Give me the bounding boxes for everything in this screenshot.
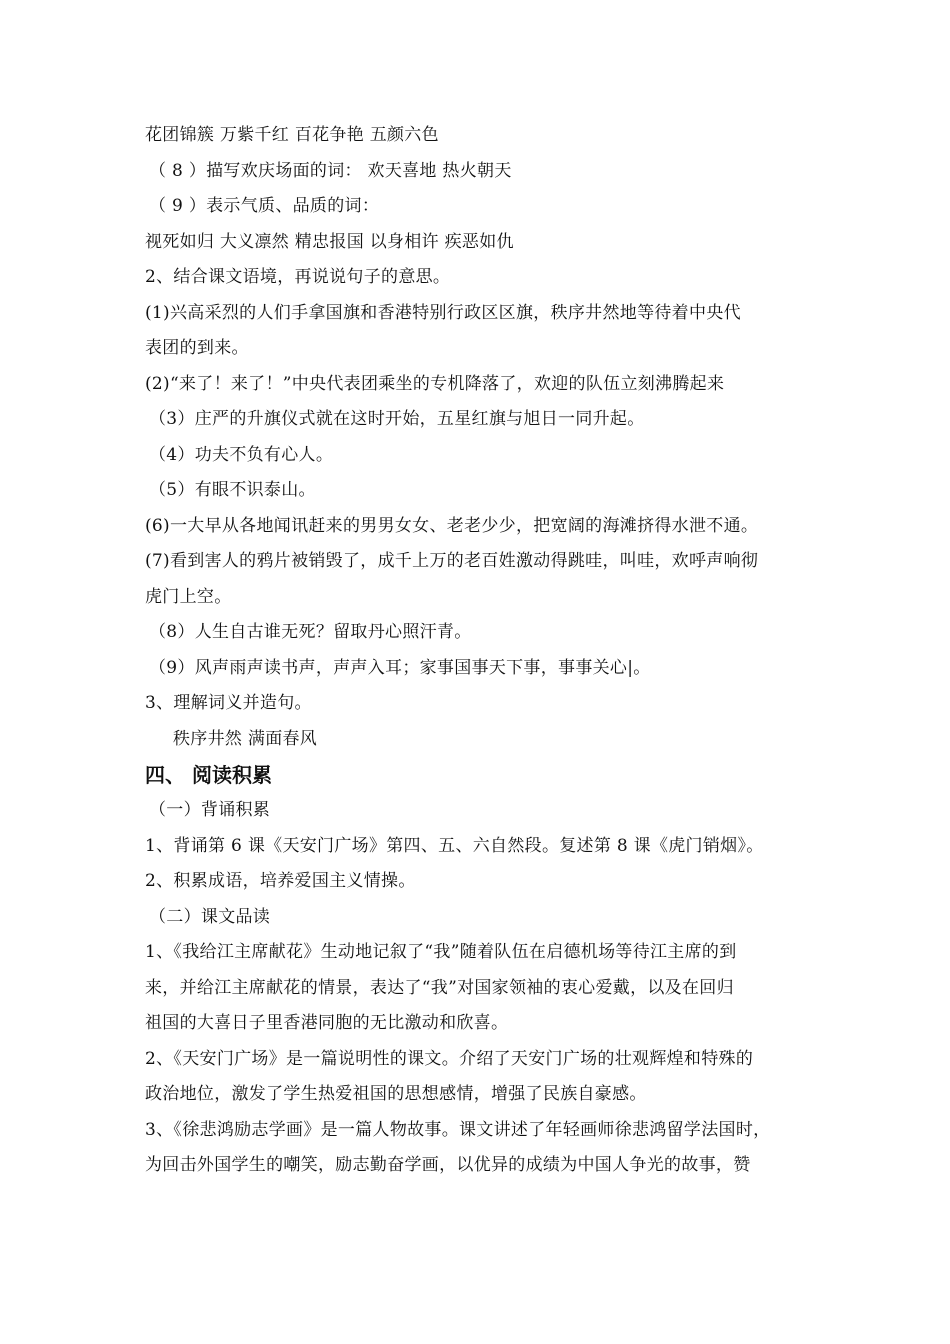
document-page <box>145 118 810 1184</box>
text-line: （3）庄严的升旗仪式就在这时开始，五星红旗与旭日一同升起。 <box>149 409 645 429</box>
text-line: (1)兴高采烈的人们手拿国旗和香港特别行政区区旗，秩序井然地等待着中央代 <box>145 302 741 323</box>
text-line: 祖国的大喜日子里香港同胞的无比激动和欣喜。 <box>145 1013 509 1033</box>
text-line: 3、理解词义并造句。 <box>145 693 312 713</box>
text-line: 花团锦簇 万紫千红 百花争艳 五颜六色 <box>145 125 439 145</box>
text-line: （一）背诵积累 <box>149 800 271 820</box>
text-line: (6)一大早从各地闻讯赶来的男男女女、老老少少，把宽阔的海滩挤得水泄不通。 <box>145 515 759 536</box>
text-line: （4）功夫不负有心人。 <box>149 444 334 465</box>
text-line: （5）有眼不识泰山。 <box>149 480 316 500</box>
text-line: （8）人生自古谁无死？留取丹心照汗青。 <box>149 622 472 642</box>
text-line: （9）风声雨声读书声，声声入耳；家事国事天下事，事事关心|。 <box>149 657 651 678</box>
text-line: (2)“来了！来了！”中央代表团乘坐的专机降落了，欢迎的队伍立刻沸腾起来 <box>145 373 725 394</box>
text-line: 秩序井然 满面春风 <box>173 728 318 749</box>
text-line: 虎门上空。 <box>145 586 232 607</box>
text-line: 1、《我给江主席献花》生动地记叙了“我”随着队伍在启德机场等待江主席的到 <box>145 942 737 962</box>
text-line: （ 8 ）描写欢庆场面的词： 欢天喜地 热火朝天 <box>149 160 512 181</box>
text-line: 2、《天安门广场》是一篇说明性的课文。介绍了天安门广场的壮观辉煌和特殊的 <box>145 1048 754 1069</box>
text-line: 1、背诵第 6 课《天安门广场》第四、五、六自然段。复述第 8 课《虎门销烟》。 <box>145 835 764 856</box>
text-line: 2、结合课文语境，再说说句子的意思。 <box>145 267 451 287</box>
text-line: 政治地位，激发了学生热爱祖国的思想感情，增强了民族自豪感。 <box>145 1084 647 1104</box>
text-line: 2、积累成语，培养爱国主义情操。 <box>145 871 416 891</box>
text-line: 来，并给江主席献花的情景，表达了“我”对国家领袖的衷心爱戴，以及在回归 <box>145 977 734 998</box>
text-line: （二）课文品读 <box>149 906 271 927</box>
text-line: 3、《徐悲鸿励志学画》是一篇人物故事。课文讲述了年轻画师徐悲鸿留学法国时， <box>145 1119 771 1140</box>
text-line: 为回击外国学生的嘲笑，励志勤奋学画，以优异的成绩为中国人争光的故事，赞 <box>145 1155 751 1175</box>
text-line: (7)看到害人的鸦片被销毁了，成千上万的老百姓激动得跳哇，叫哇，欢呼声响彻 <box>145 551 759 571</box>
text-line: 表团的到来。 <box>145 338 249 358</box>
text-line: 视死如归 大义凛然 精忠报国 以身相许 疾恶如仇 <box>145 231 514 252</box>
section-heading: 四、 阅读积累 <box>145 763 272 787</box>
text-line: （ 9 ）表示气质、品质的词： <box>149 196 380 216</box>
